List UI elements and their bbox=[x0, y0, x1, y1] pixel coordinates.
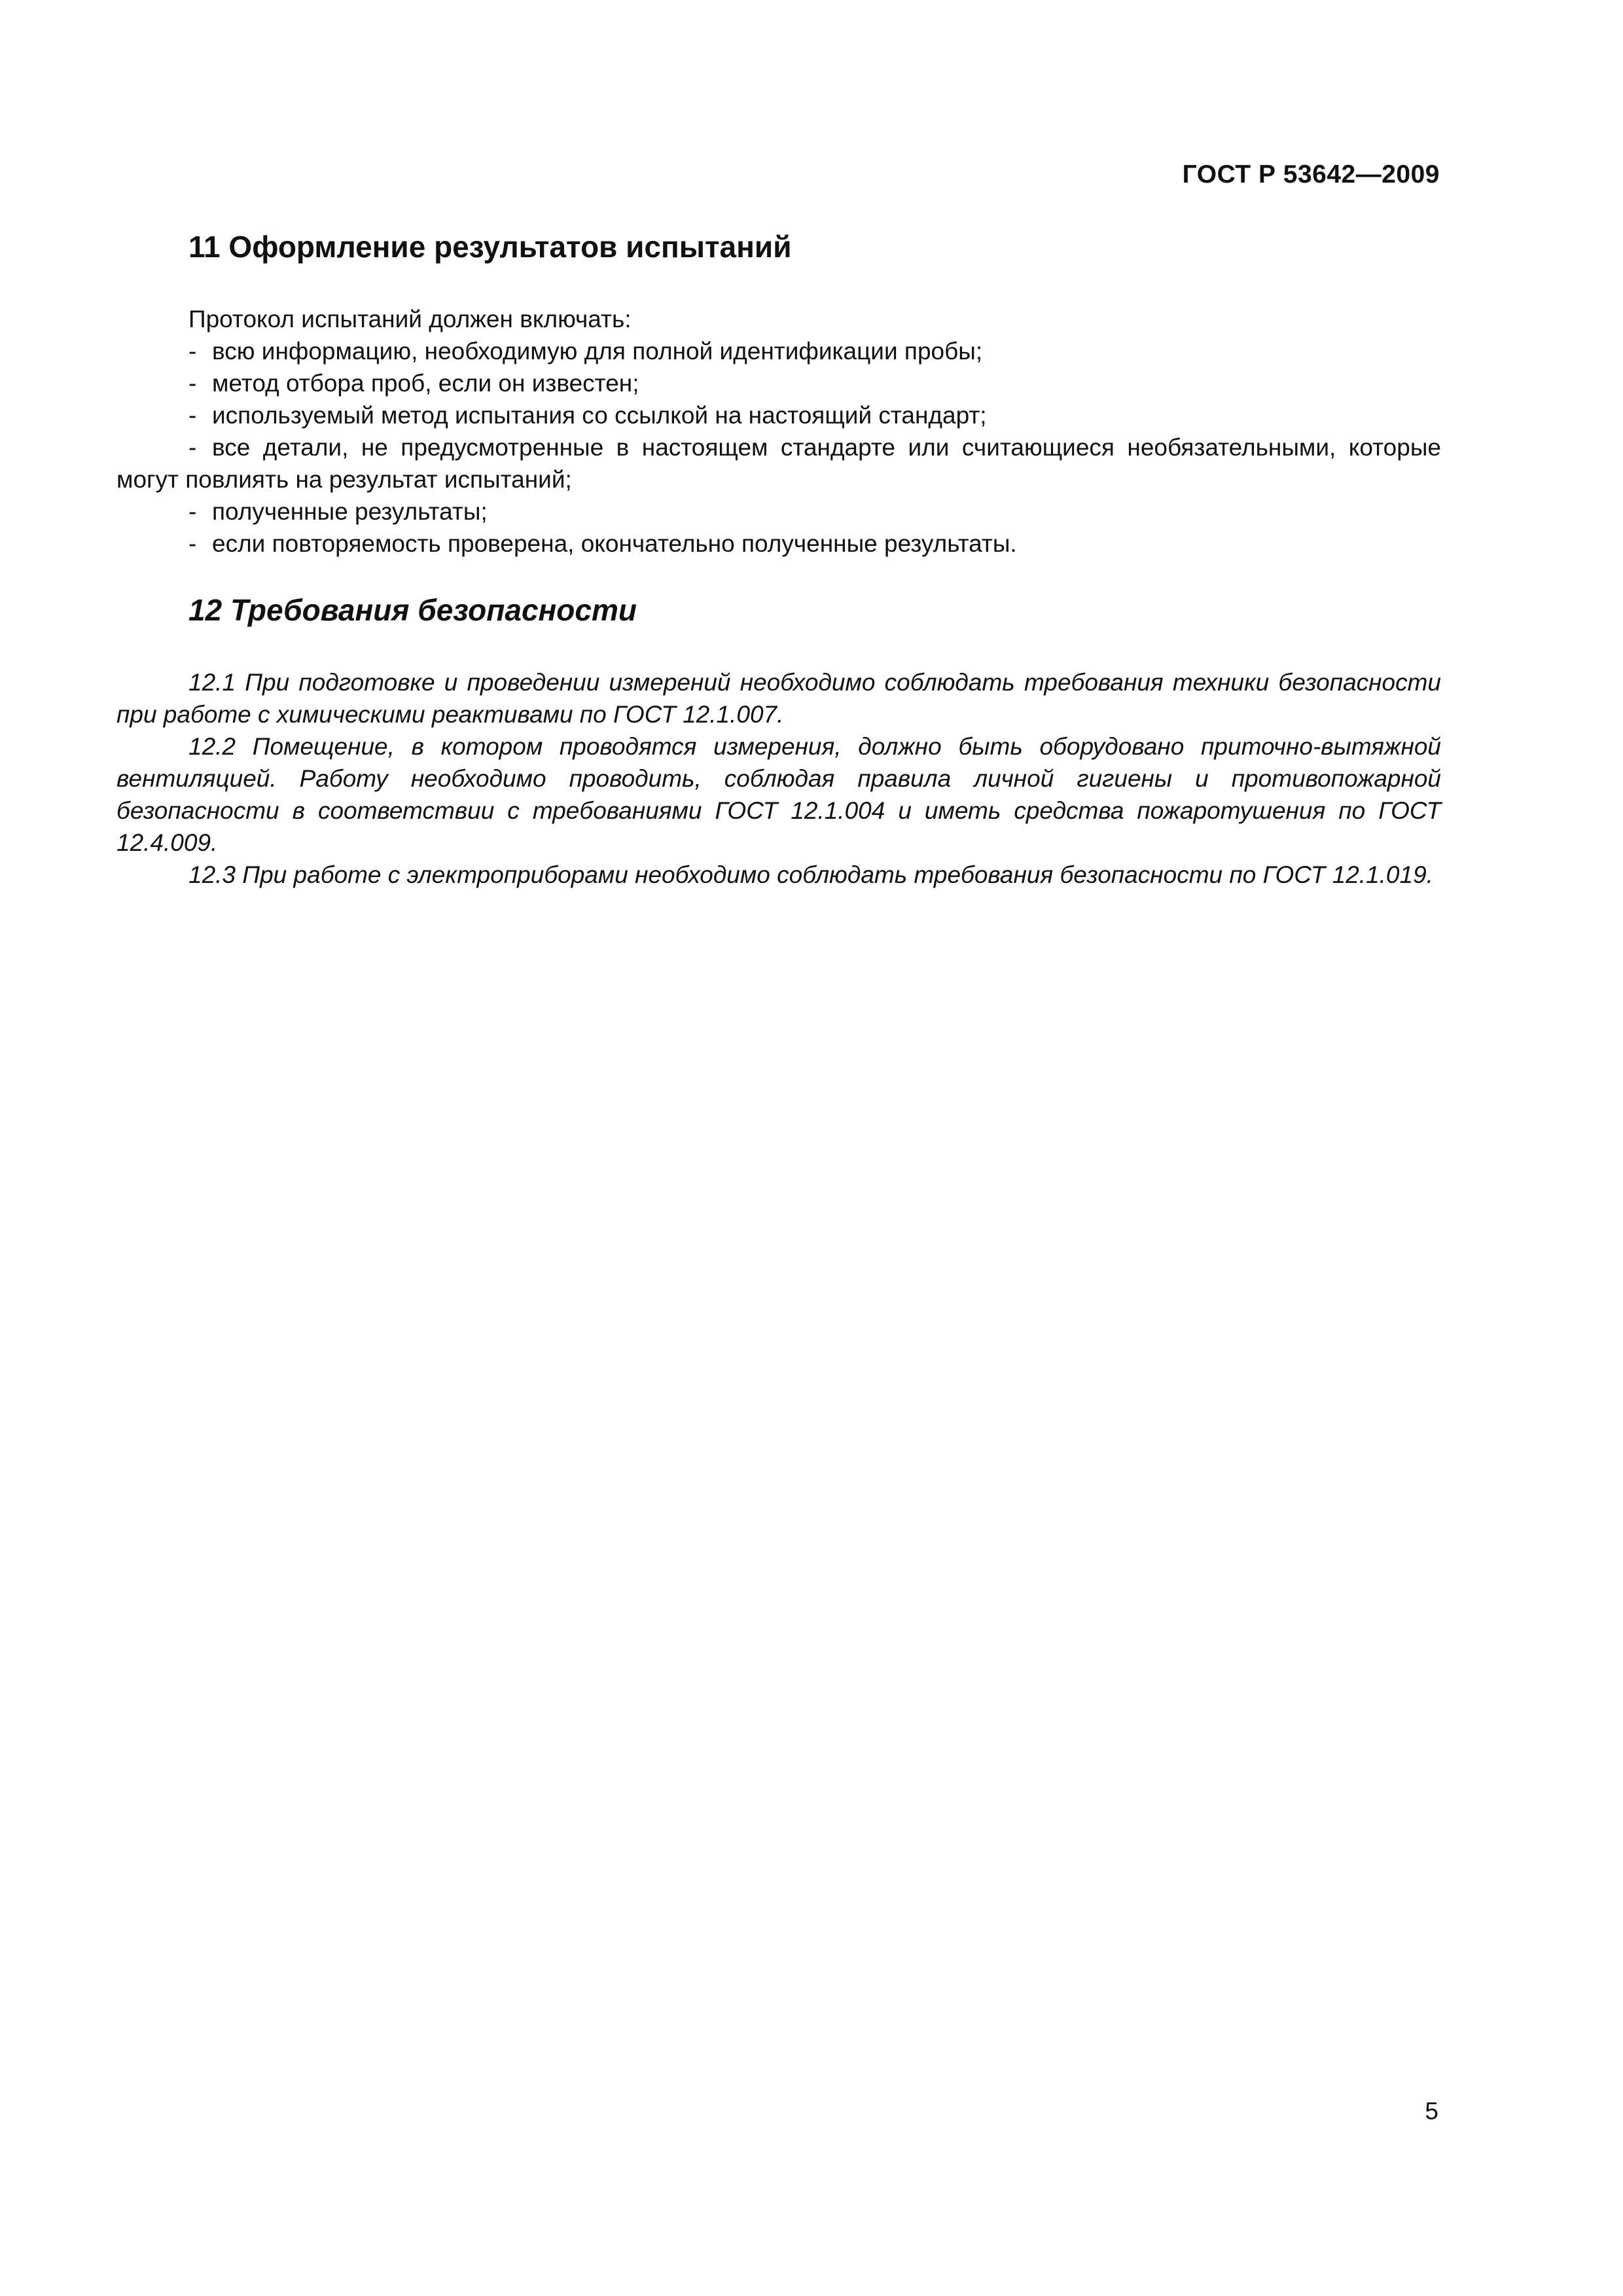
section-12-title: 12 Требования безопасности bbox=[188, 593, 637, 628]
list-item-text: всю информацию, необходимую для полной идентификации пробы; bbox=[212, 338, 983, 365]
section-11 bbox=[116, 229, 1441, 560]
list-item bbox=[116, 431, 1441, 495]
list-item bbox=[116, 528, 1441, 560]
list-dash: - bbox=[188, 370, 197, 397]
list-dash: - bbox=[188, 530, 197, 558]
list-item bbox=[116, 367, 1441, 399]
section-11-title: 11 Оформление результатов испытаний bbox=[188, 230, 792, 264]
safety-paragraph-12-1: 12.1 При подготовке и проведении измерений необходимо соблюдать требования техники безопасности при работе с химическими реактивами по ГОСТ 12.1.007. bbox=[116, 669, 1441, 728]
list-item-text: используемый метод испытания со ссылкой на настоящий стандарт; bbox=[212, 402, 987, 429]
section-12 bbox=[116, 592, 1441, 891]
page-content bbox=[116, 229, 1441, 891]
safety-paragraph-12-2: 12.2 Помещение, в котором проводятся измерения, должно быть оборудовано приточно-вытяжной вентиляцией. Работу необходимо проводить, соблюдая правила личной гигиены и противопожарной безопасности в соответствии с требованиями ГОСТ 12.1.004 и иметь средства пожаротушения по ГОСТ 12.4.009. bbox=[116, 733, 1441, 857]
list-item-text: полученные результаты; bbox=[212, 498, 488, 526]
list-dash: - bbox=[188, 434, 197, 461]
list-item bbox=[116, 399, 1441, 431]
section-11-intro: Протокол испытаний должен включать: bbox=[188, 306, 632, 333]
list-dash: - bbox=[188, 402, 197, 429]
page-number: 5 bbox=[1425, 2098, 1438, 2125]
list-item-text: если повторяемость проверена, окончательно полученные результаты. bbox=[212, 530, 1017, 558]
list-item bbox=[116, 495, 1441, 528]
report-requirements-list bbox=[116, 335, 1441, 560]
list-dash: - bbox=[188, 338, 197, 365]
safety-paragraph-12-3: 12.3 При работе с электроприборами необходимо соблюдать требования безопасности по ГОСТ 12.1.019. bbox=[188, 861, 1433, 889]
list-dash: - bbox=[188, 498, 197, 526]
document-id-header: ГОСТ Р 53642—2009 bbox=[1182, 160, 1440, 188]
list-item bbox=[116, 335, 1441, 367]
list-item-text: все детали, не предусмотренные в настоящем стандарте или считающиеся необязательными, которые могут повлиять на результат испытаний; bbox=[116, 434, 1441, 493]
list-item-text: метод отбора проб, если он известен; bbox=[212, 370, 639, 397]
